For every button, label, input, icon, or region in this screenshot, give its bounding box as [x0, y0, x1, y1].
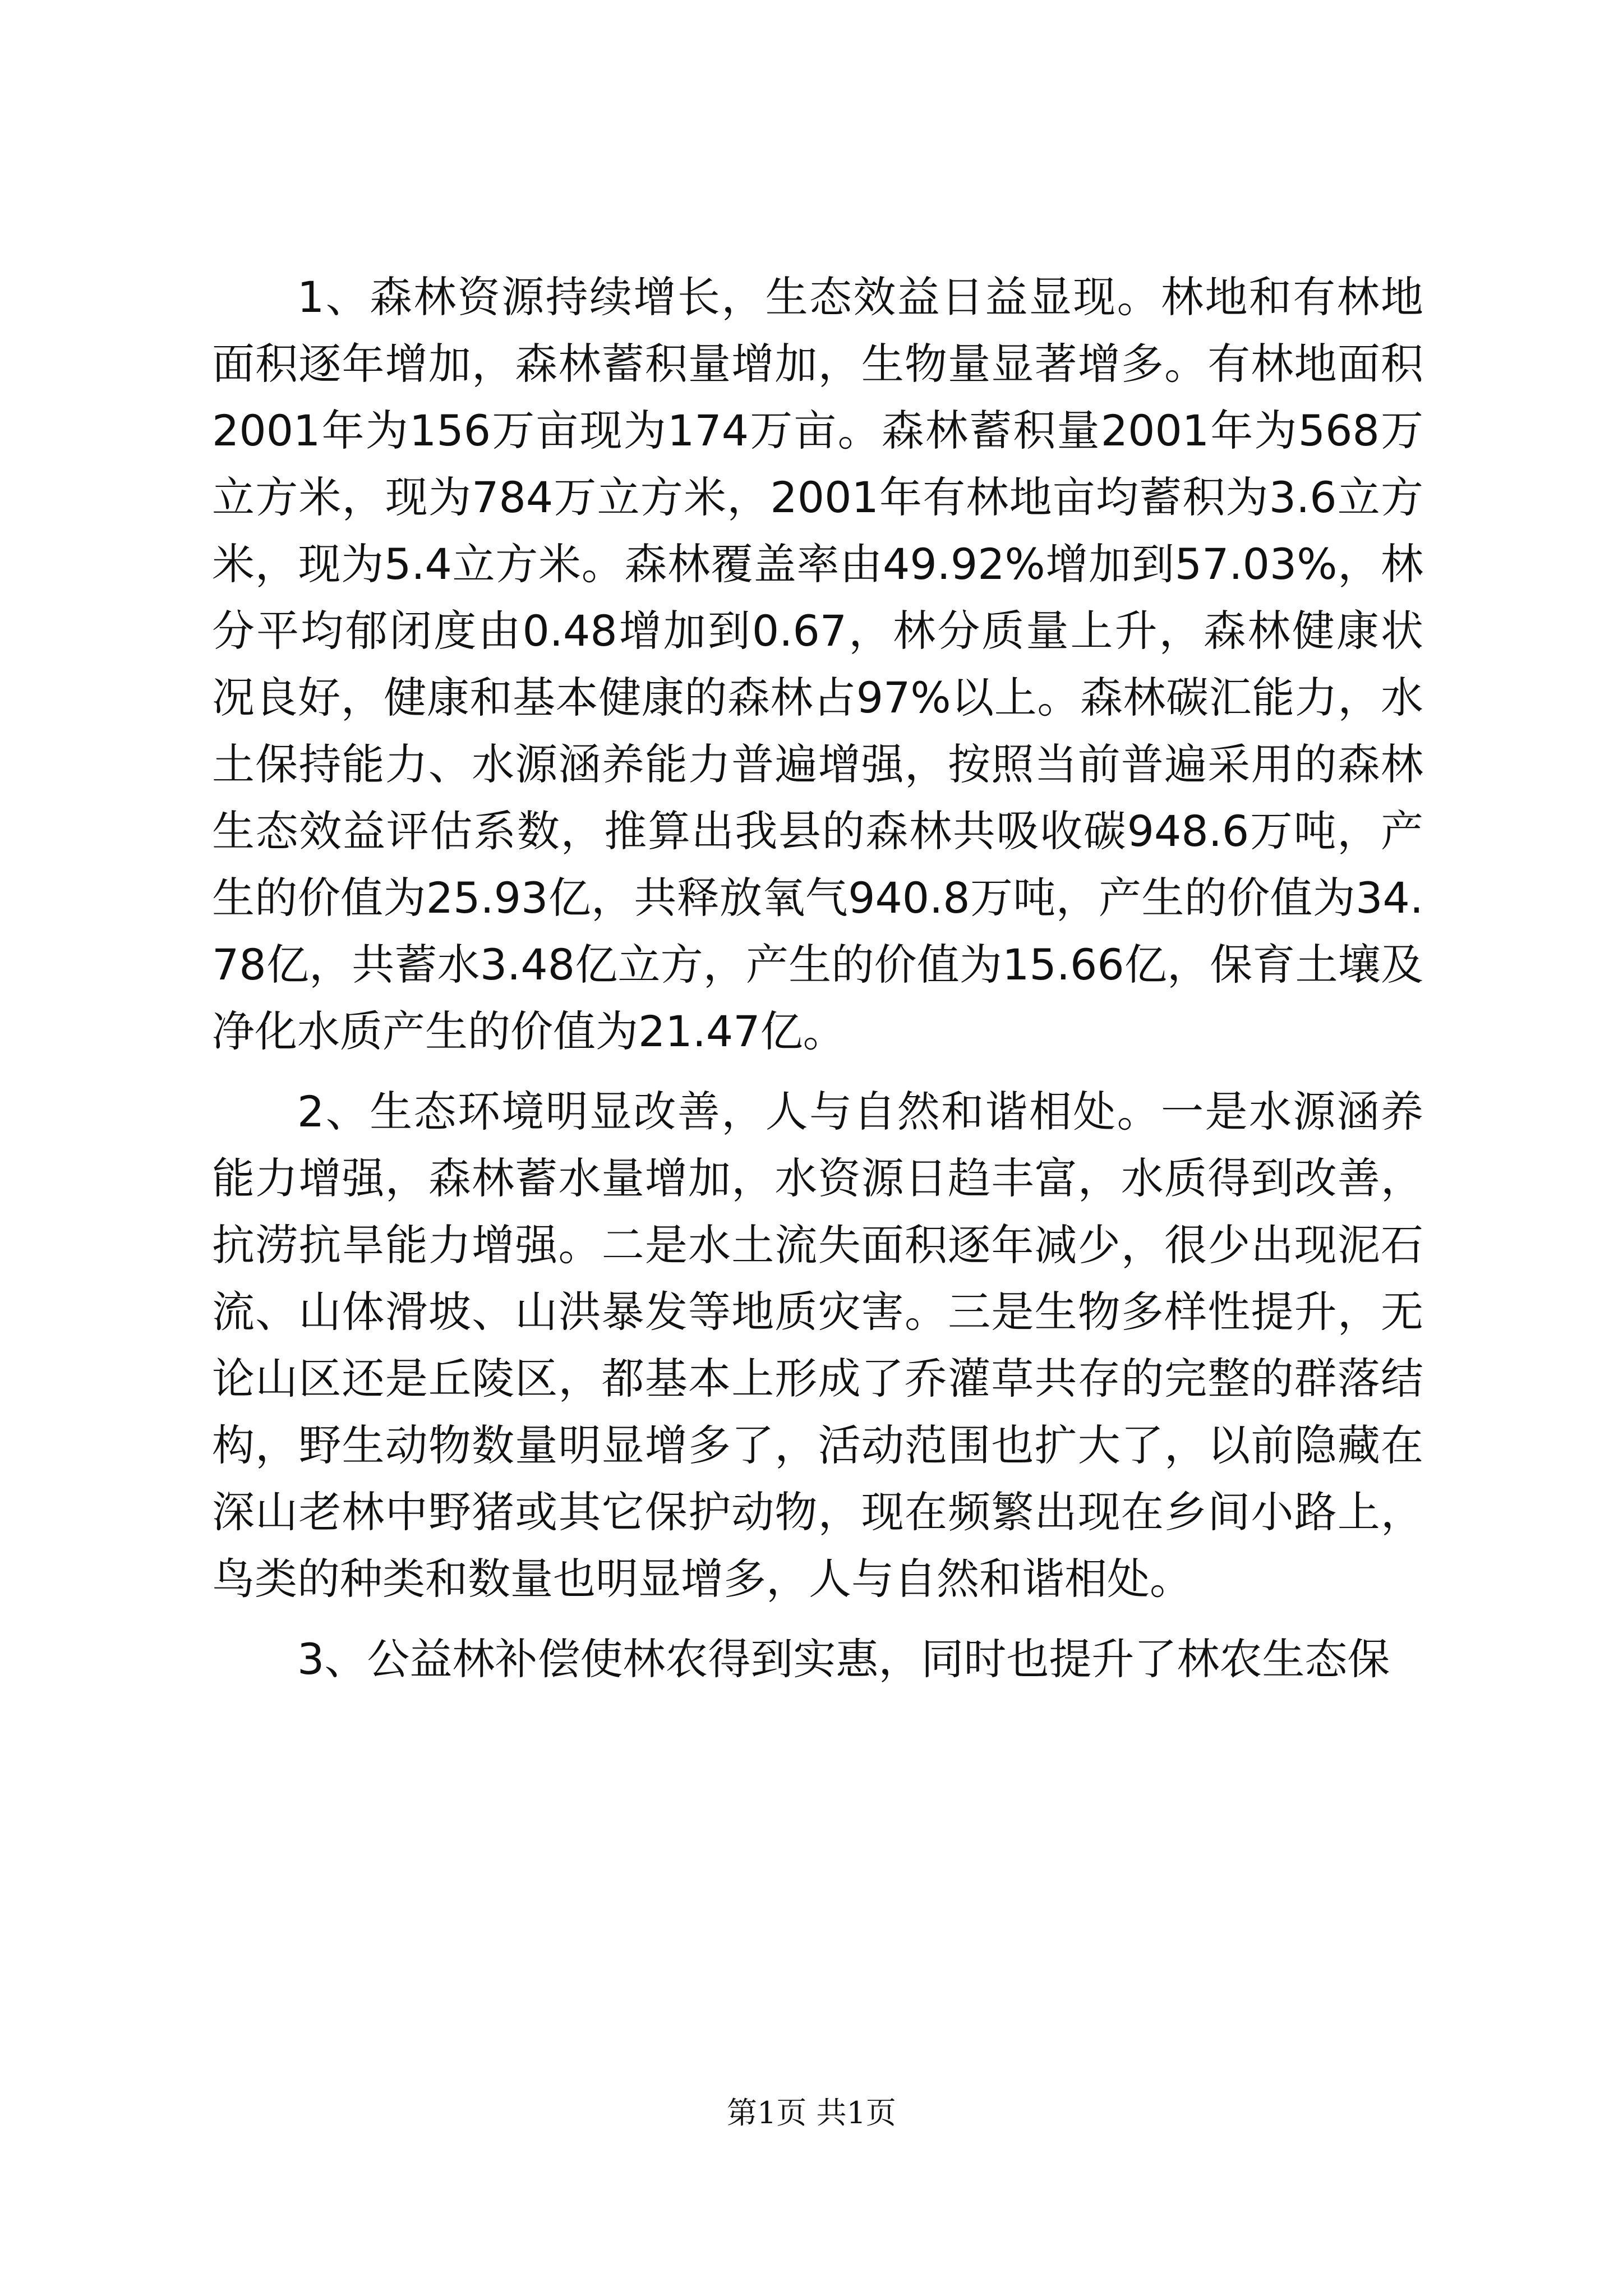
page-footer: 第1页 共1页	[727, 2095, 896, 2131]
paragraph-forest-resources: 1、森林资源持续增长，生态效益日益显现。林地和有林地面积逐年增加，森林蓄积量增加，生物量显著增多。有林地面积2001年为156万亩现为174万亩。森林蓄积量2001年为568万立方米，现为784万立方米，2001年有林地亩均蓄积为3.6立方米，现为5.4立方米。森林覆盖率由49.92%增加到57.03%，林分平均郁闭度由0.48增加到0.67，林分质量上升，森林健康状况良好，健康和基本健康的森林占97%以上。森林碳汇能力，水土保持能力、水源涵养能力普遍增强，按照当前普遍采用的森林生态效益评估系数，推算出我县的森林共吸收碳948.6万吨，产生的价值为25.93亿，共释放氧气940.8万吨，产生的价值为34.78亿，共蓄水3.48亿立方，产生的价值为15.66亿，保育土壤及净化水质产生的价值为21.47亿。	[212, 272, 1423, 1056]
paragraph-public-welfare-forest: 3、公益林补偿使林农得到实惠，同时也提升了林农生态保	[297, 1634, 1390, 1684]
paragraph-ecological-environment: 2、生态环境明显改善，人与自然和谐相处。一是水源涵养能力增强，森林蓄水量增加，水资源日趋丰富，水质得到改善，抗涝抗旱能力增强。二是水土流失面积逐年减少，很少出现泥石流、山体滑坡、山洪暴发等地质灾害。三是生物多样性提升，无论山区还是丘陵区，都基本上形成了乔灌草共存的完整的群落结构，野生动物数量明显增多了，活动范围也扩大了，以前隐藏在深山老林中野猪或其它保护动物，现在频繁出现在乡间小路上，鸟类的种类和数量也明显增多，人与自然和谐相处。	[212, 1087, 1423, 1604]
document-body	[212, 264, 1423, 1706]
